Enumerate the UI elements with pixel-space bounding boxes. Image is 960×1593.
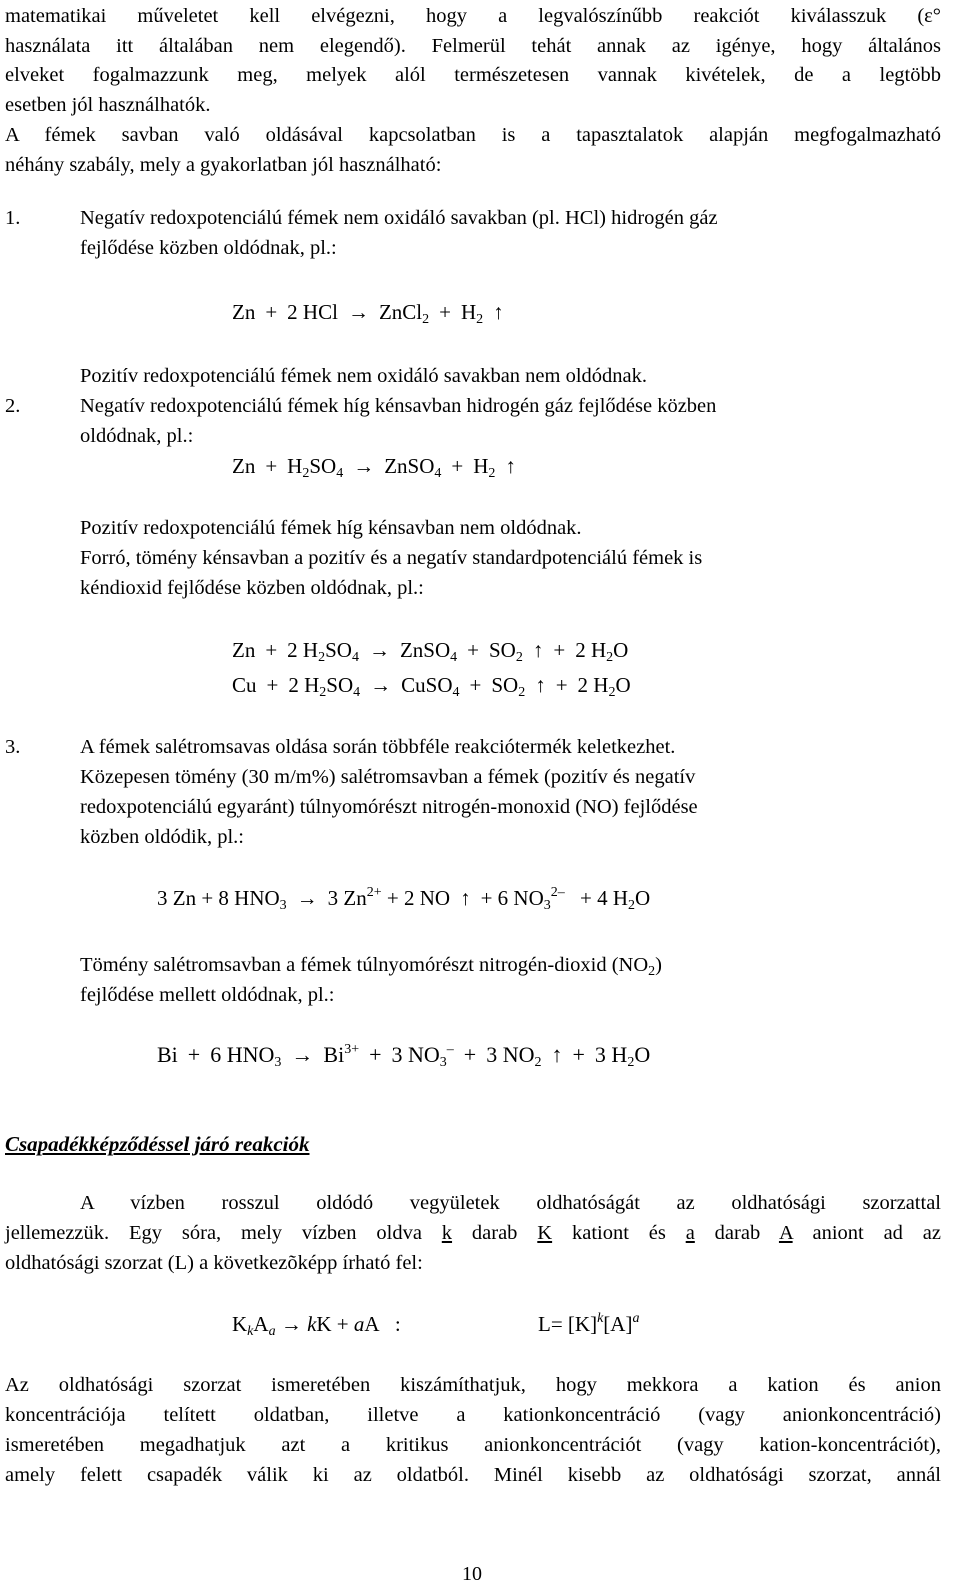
item-1-after: Pozitív redoxpotenciálú fémek nem oxidáló savakban nem oldódnak. — [80, 365, 648, 387]
equation-zn-hcl: Zn + 2 HCl → ZnCl$_2$ + $H_2$ ↑ — [232, 300, 504, 327]
intro-line-1: matematikai műveletet kell elvégezni, hogy a legvalószínűbb reakciót kiválasszuk (ε° — [5, 5, 941, 27]
item-2-after-1: Pozitív redoxpotenciálú fémek híg kénsavban nem oldódnak. — [80, 517, 582, 539]
equation-solubility-product: $L= [K]^k[A]^a$ — [538, 1311, 640, 1336]
section-p2-line-2: koncentrációja telített oldatban, illetve a kationkoncentráció (vagy anionkoncentráció) — [5, 1404, 941, 1426]
section-p1-line-3: oldhatósági szorzat (L) a következõképp írható fel: — [5, 1252, 423, 1274]
section-p2-line-4: amely felett csapadék válik ki az oldatból. Minél kisebb az oldhatósági szorzat, annál — [5, 1464, 941, 1486]
item-2-line-2: oldódnak, pl.: — [80, 425, 194, 447]
item-1-line-1: Negatív redoxpotenciálú fémek nem oxidáló savakban (pl. HCl) hidrogén gáz — [80, 207, 718, 229]
page-number: 10 — [462, 1563, 482, 1585]
intro-line-3: elveket fogalmazzunk meg, melyek alól természetesen vannak kivételek, de a legtöbb — [5, 64, 941, 86]
intro-line-2: használata itt általában nem elegendő). Felmerül tehát annak az igénye, hogy általános — [5, 35, 941, 57]
item-number: 2. — [5, 395, 21, 417]
intro-line-6: néhány szabály, mely a gyakorlatban jól használható: — [5, 154, 442, 176]
equation-zn-h2so4: $Zn + H_2SO_4$ → ZnSO$_4$ + $H_2$ ↑ — [232, 454, 516, 481]
intro-line-5: A fémek savban való oldásával kapcsolatban is a tapasztalatok alapján megfogalmazható — [5, 124, 941, 146]
item-3-line-3: redoxpotenciálú egyaránt) túlnyomórészt nitrogén-monoxid (NO) fejlődése — [80, 796, 698, 818]
equation-solubility-dissociation: $K_kA_a$ → kK + aA : — [232, 1312, 401, 1339]
section-p2-line-1: Az oldhatósági szorzat ismeretében kiszámíthatjuk, hogy mekkora a kation és anion — [5, 1374, 941, 1396]
equation-zn-hno3: 3 Zn + 8 $HNO_3 \to 3$ $Zn^{2+} + 2$ NO ↑ + 6 $NO_3^{2-} + 4$ $H_2O$ — [157, 885, 651, 913]
item-2-after-3: kéndioxid fejlődése közben oldódnak, pl.: — [80, 577, 424, 599]
equation-zn-conc-h2so4: Zn + 2 $H_2SO_4$ → ZnSO$_4$ + $SO_2$ ↑ + 2 $H_2O$ — [232, 638, 629, 665]
item-3-line-1: A fémek salétromsavas oldása során többféle reakciótermék keletkezhet. — [80, 736, 676, 758]
item-3-line-6: fejlődése mellett oldódnak, pl.: — [80, 984, 335, 1006]
item-number: 1. — [5, 207, 21, 229]
item-3-line-2: Közepesen tömény (30 m/m%) salétromsavban a fémek (pozitív és negatív — [80, 766, 696, 788]
section-p1-line-2: jellemezzük. Egy sóra, mely vízben oldva k darab K kationt és a darab A aniont ad az — [5, 1222, 941, 1244]
intro-line-4: esetben jól használhatók. — [5, 94, 211, 116]
item-2-line-1: Negatív redoxpotenciálú fémek híg kénsavban hidrogén gáz fejlődése közben — [80, 395, 717, 417]
item-2-after-2: Forró, tömény kénsavban a pozitív és a negatív standardpotenciálú fémek is — [80, 547, 703, 569]
section-heading: Csapadékképződéssel járó reakciók — [5, 1132, 310, 1156]
section-p2-line-3: ismeretében megadhatjuk azt a kritikus anionkoncentrációt (vagy kation-koncentrációt), — [5, 1434, 941, 1456]
section-p1-line-1: A vízben rosszul oldódó vegyületek oldhatóságát az oldhatósági szorzattal — [80, 1192, 941, 1214]
item-3-line-5: Tömény salétromsavban a fémek túlnyomórészt nitrogén-dioxid $(NO_2)$ — [80, 954, 662, 979]
item-1-line-2: fejlődése közben oldódnak, pl.: — [80, 237, 337, 259]
item-3-line-4: közben oldódik, pl.: — [80, 826, 244, 848]
equation-bi-hno3: Bi + 6 $HNO_3 \to Bi^{3+} + 3$ $NO_3^- + 3$ $NO_2$ ↑ + 3 $H_2O$ — [157, 1042, 651, 1070]
item-number: 3. — [5, 736, 21, 758]
equation-cu-conc-h2so4: Cu + 2 $H_2SO_4$ → CuSO$_4$ + $SO_2$ ↑ + 2 $H_2O$ — [232, 673, 631, 700]
